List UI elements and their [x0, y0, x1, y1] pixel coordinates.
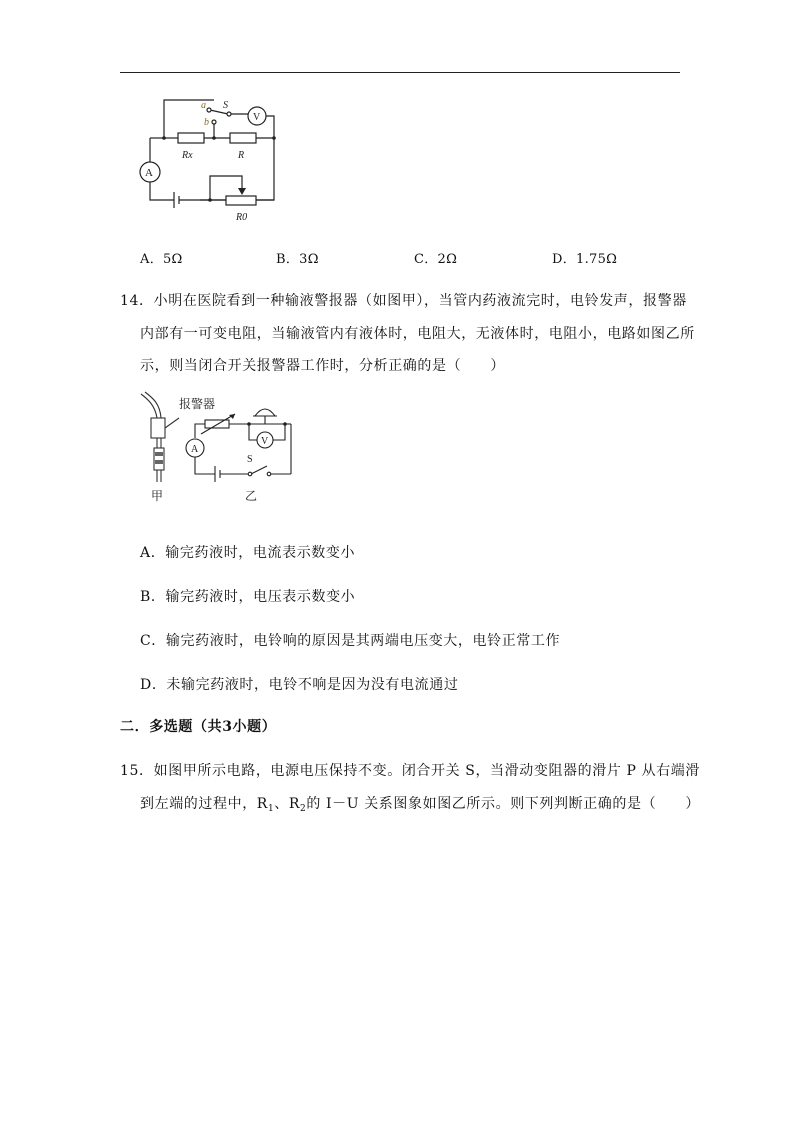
q14-line-3: 示，则当闭合开关报警器工作时，分析正确的是（ ）: [140, 358, 505, 374]
subscript-1: 1: [267, 804, 275, 814]
q14-option-b: B．输完药液时，电压表示数变小: [140, 589, 356, 605]
label-alarm: 报警器: [179, 397, 216, 411]
q13-circuit-diagram: [130, 92, 290, 228]
q14-line-2: 内部有一可变电阻，当输液管内有液体时，电阻大，无液体时，电阻小，电路如图乙所: [140, 326, 695, 342]
q15-line-1: 15．如图甲所示电路，电源电压保持不变。闭合开关 S，当滑动变阻器的滑片 P 从右端滑: [120, 763, 700, 779]
header-rule: [120, 72, 680, 73]
ammeter-label: A: [145, 167, 153, 179]
section-title: 二．多选题（共3小题）: [120, 719, 277, 735]
q14-alarm-figure: [135, 390, 305, 508]
subscript-2: 2: [300, 804, 307, 814]
q13-option-d: D．1.75Ω: [552, 252, 618, 267]
label-r0: R0: [236, 212, 248, 223]
label-a: a: [201, 100, 206, 111]
q15-line-2: [140, 793, 700, 814]
label-s-2: S: [247, 454, 253, 465]
label-jia: 甲: [151, 489, 164, 503]
q13-option-a: A．5Ω: [140, 252, 183, 267]
label-s: S: [223, 100, 228, 111]
q15-line-2-part-b: 、R: [274, 796, 301, 812]
q15-line-2-part-c: 的 I－U 关系图象如图乙所示。则下列判断正确的是（ ）: [306, 796, 700, 812]
q14-line-1: 14．小明在医院看到一种输液警报器（如图甲），当管内药液流完时，电铃发声，报警器: [120, 293, 687, 309]
q15-line-2-part-a: 到左端的过程中，R: [140, 796, 268, 812]
q13-option-c: C．2Ω: [414, 252, 458, 267]
label-yi: 乙: [245, 489, 258, 503]
ammeter-label-2: A: [191, 444, 199, 455]
q14-option-c: C．输完药液时，电铃响的原因是其两端电压变大，电铃正常工作: [140, 633, 561, 649]
label-b: b: [204, 117, 209, 128]
q14-option-d: D．未输完药液时，电铃不响是因为没有电流通过: [140, 677, 459, 693]
voltmeter-label-2: V: [261, 436, 269, 447]
voltmeter-label: V: [253, 112, 261, 123]
q14-option-a: A．输完药液时，电流表示数变小: [140, 545, 356, 561]
label-r: R: [238, 150, 245, 161]
label-rx: Rx: [182, 150, 193, 161]
q13-option-b: B．3Ω: [276, 252, 319, 267]
